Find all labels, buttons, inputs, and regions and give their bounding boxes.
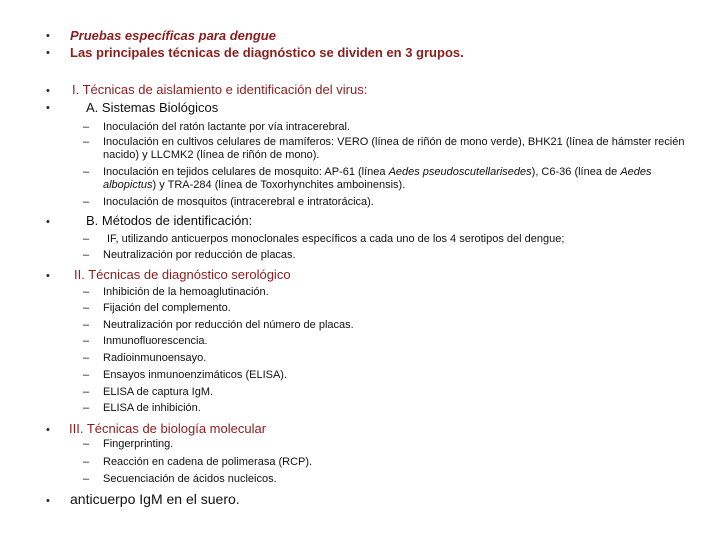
list-item: IF, utilizando anticuerpos monoclonales específicos a cada uno de los 4 serotipos del dengue; bbox=[107, 233, 565, 245]
list-item: Inoculación en tejidos celulares de mosquito: AP-61 (línea Aedes pseudoscutellarisedes), C6-36 (línea de Aedes albopictus) y TRA-284 (línea de Toxorhynchites amboinensis). bbox=[103, 166, 652, 191]
bullet-marker: • bbox=[46, 216, 50, 228]
dash-marker: – bbox=[83, 473, 90, 485]
section-1-subheading-a: A. Sistemas Biológicos bbox=[86, 100, 219, 115]
dash-marker: – bbox=[83, 233, 90, 245]
list-item: Reacción en cadena de polimerasa (RCP). bbox=[103, 456, 313, 468]
section-1-title: I. Técnicas de aislamiento e identificación del virus: bbox=[72, 82, 368, 97]
list-item: Inoculación de mosquitos (intracerebral e intratorácica). bbox=[103, 196, 374, 208]
bullet-marker: • bbox=[46, 85, 50, 97]
list-item: Neutralización por reducción de placas. bbox=[103, 249, 296, 261]
bullet-marker: • bbox=[46, 495, 50, 507]
dash-marker: – bbox=[83, 335, 90, 347]
dash-marker: – bbox=[83, 286, 90, 298]
dash-marker: – bbox=[83, 438, 90, 450]
list-item: Fingerprinting. bbox=[103, 438, 174, 450]
dash-marker: – bbox=[83, 402, 90, 414]
bullet-marker: • bbox=[46, 30, 50, 42]
list-item: Inoculación en cultivos celulares de mamíferos: VERO (línea de riñón de mono verde), BHK21 (línea de hámster recién nacido) y LLCMK2 (línea de riñón de mono). bbox=[103, 136, 685, 161]
list-item: Fijación del complemento. bbox=[103, 302, 231, 314]
dash-marker: – bbox=[83, 121, 90, 133]
list-item: ELISA de inhibición. bbox=[103, 402, 201, 414]
header-subtitle: Las principales técnicas de diagnóstico se dividen en 3 grupos. bbox=[70, 45, 464, 60]
dash-marker: – bbox=[83, 352, 90, 364]
dash-marker: – bbox=[83, 166, 90, 178]
dash-marker: – bbox=[83, 302, 90, 314]
list-item: Inmunofluorescencia. bbox=[103, 335, 208, 347]
header-title: Pruebas específicas para dengue bbox=[70, 28, 276, 43]
section-1-subheading-b: B. Métodos de identificación: bbox=[86, 213, 253, 228]
list-item: ELISA de captura IgM. bbox=[103, 386, 214, 398]
list-item: Inhibición de la hemoaglutinación. bbox=[103, 286, 269, 298]
bullet-marker: • bbox=[46, 102, 50, 114]
dash-marker: – bbox=[83, 456, 90, 468]
list-item: Inoculación del ratón lactante por vía intracerebral. bbox=[103, 121, 351, 133]
section-2-title: II. Técnicas de diagnóstico serológico bbox=[74, 267, 291, 282]
dash-marker: – bbox=[83, 369, 90, 381]
dash-marker: – bbox=[83, 136, 90, 148]
bullet-marker: • bbox=[46, 270, 50, 282]
list-item: Radioinmunoensayo. bbox=[103, 352, 207, 364]
bullet-marker: • bbox=[46, 424, 50, 436]
list-item: Secuenciación de ácidos nucleicos. bbox=[103, 473, 277, 485]
dash-marker: – bbox=[83, 386, 90, 398]
dash-marker: – bbox=[83, 196, 90, 208]
footer-text: anticuerpo IgM en el suero. bbox=[70, 491, 240, 507]
list-item: Ensayos inmunoenzimáticos (ELISA). bbox=[103, 369, 288, 381]
dash-marker: – bbox=[83, 249, 90, 261]
section-3-title: III. Técnicas de biología molecular bbox=[69, 421, 267, 436]
bullet-marker: • bbox=[46, 47, 50, 59]
dash-marker: – bbox=[83, 319, 90, 331]
list-item: Neutralización por reducción del número de placas. bbox=[103, 319, 354, 331]
